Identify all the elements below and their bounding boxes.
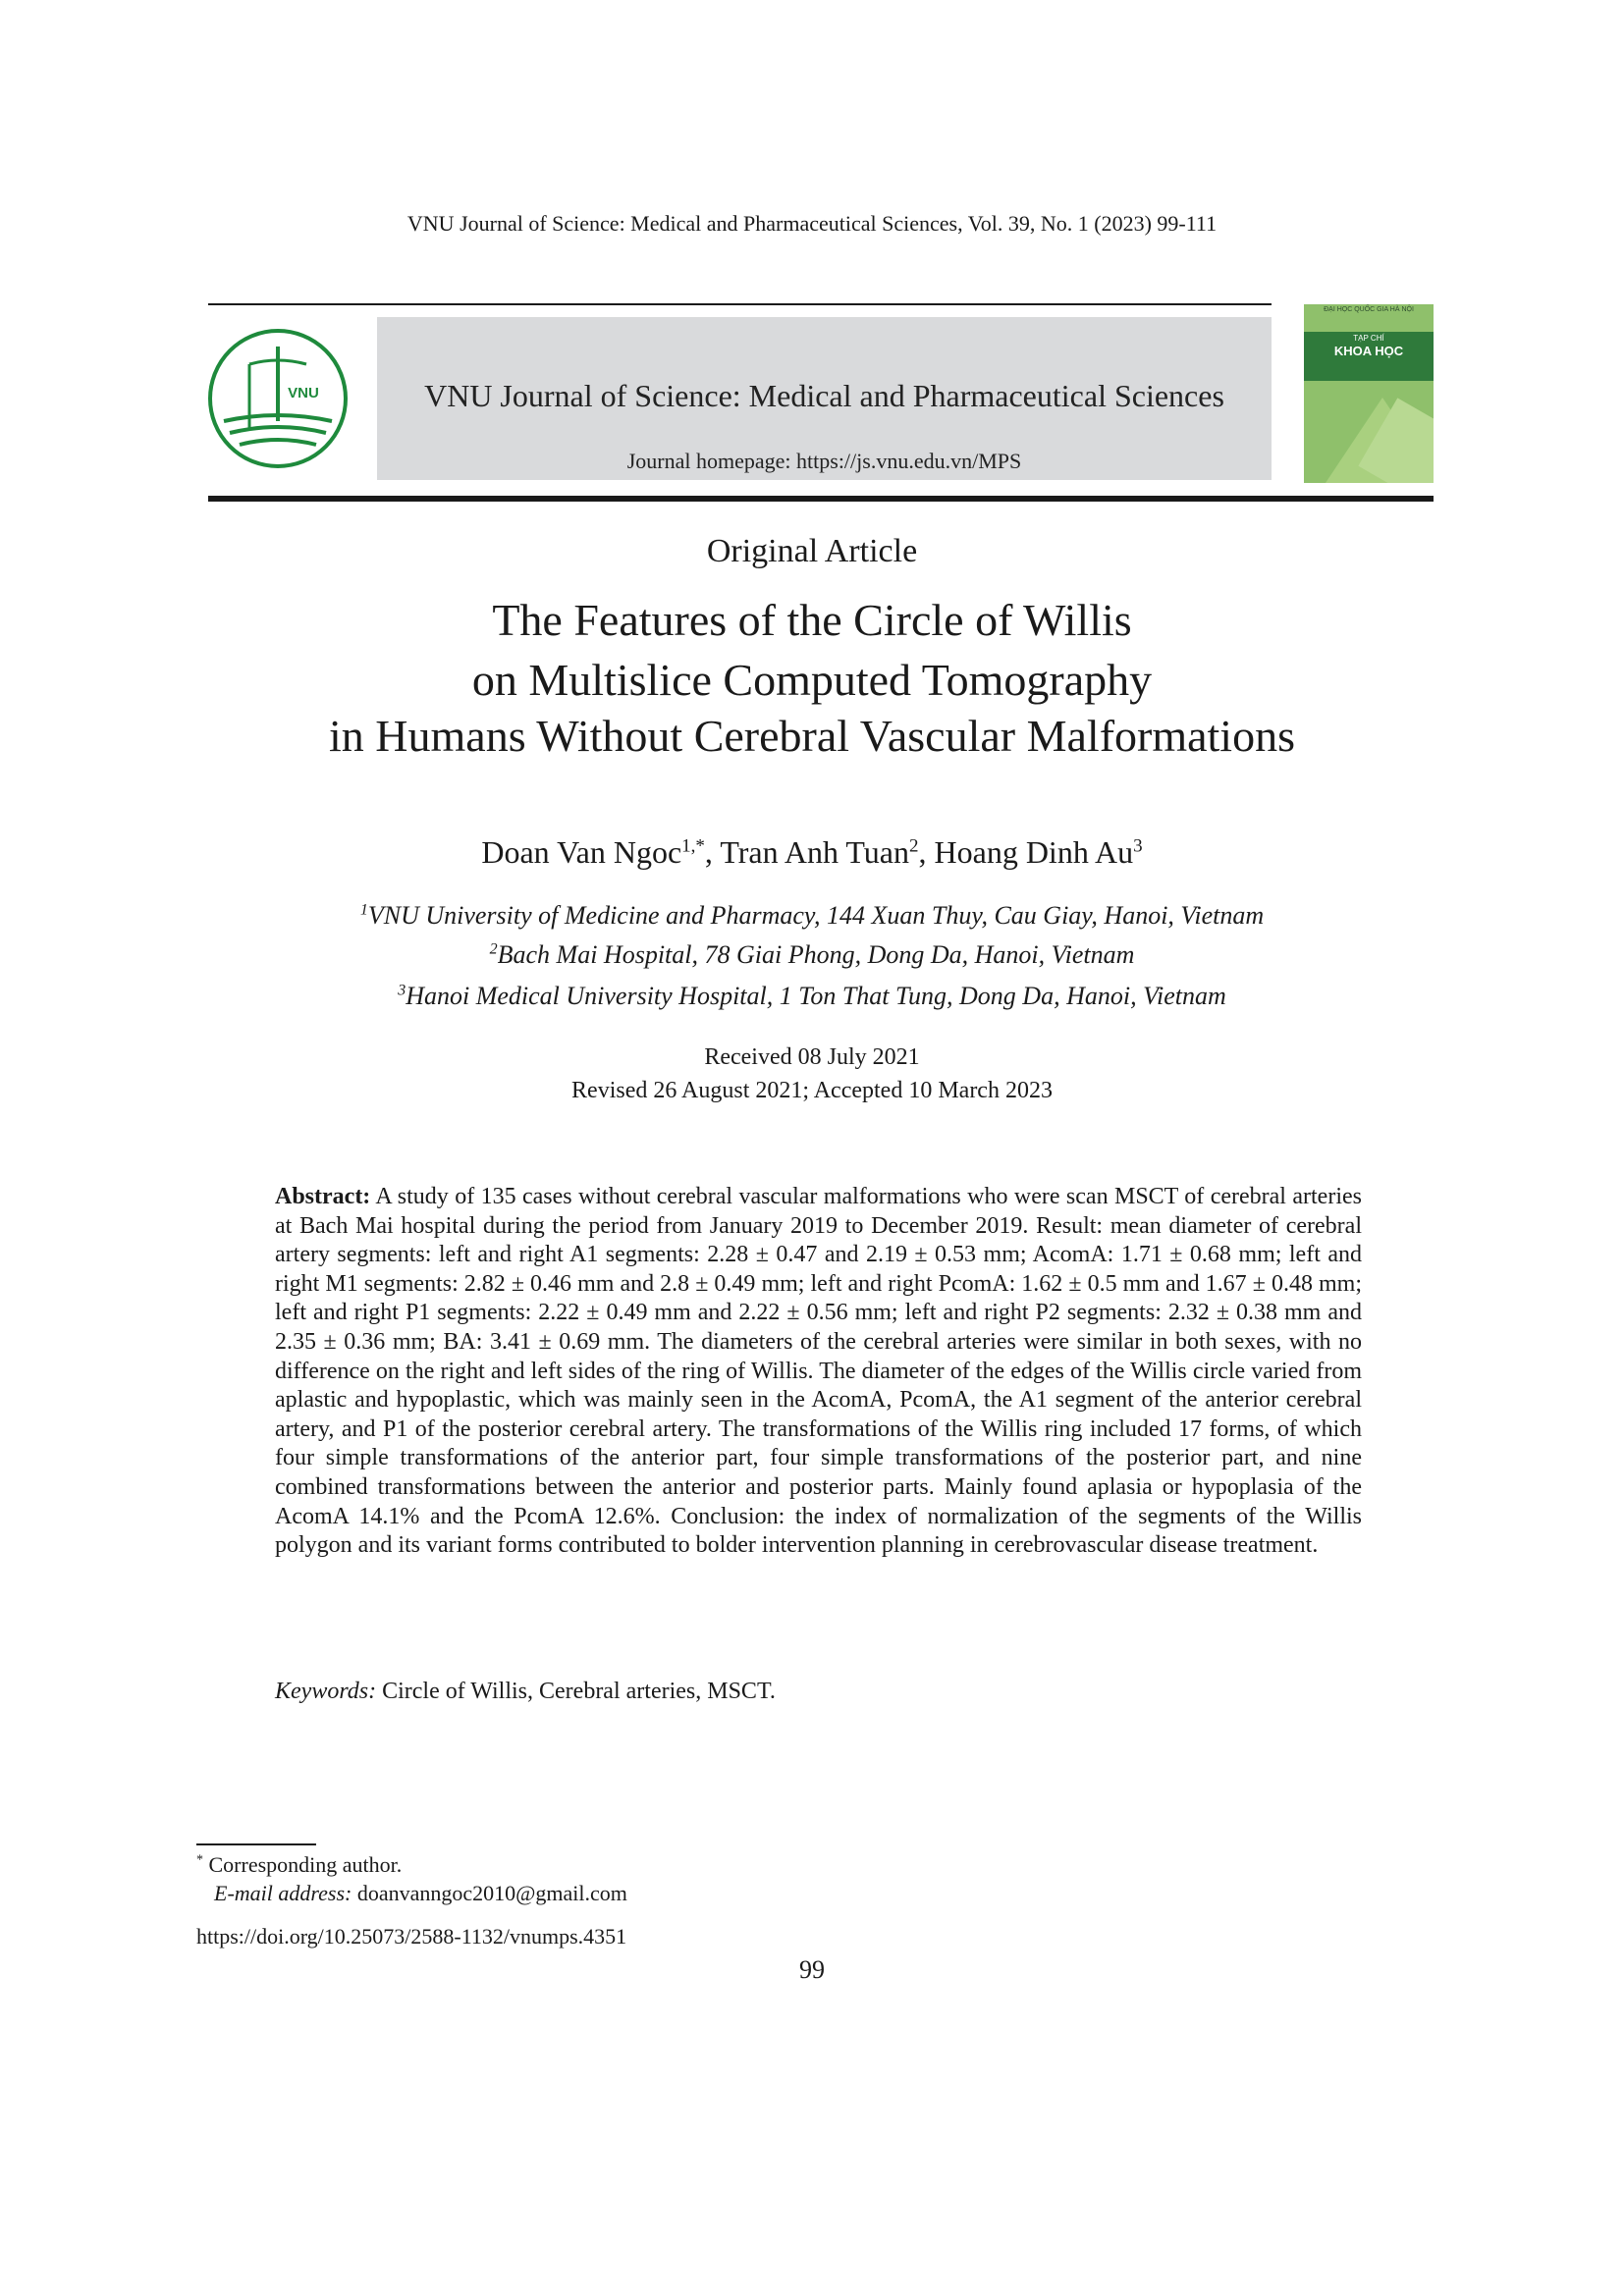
article-title-line-3: in Humans Without Cerebral Vascular Malformations — [329, 711, 1295, 761]
abstract-label: Abstract: — [275, 1184, 371, 1209]
journal-banner — [377, 317, 1272, 480]
author-list: Doan Van Ngoc$^{1,*}$, Tran Anh Tuan$^2$, Hoang Dinh Au$^3$ — [481, 834, 1143, 870]
abstract-text: A study of 135 cases without cerebral vascular malformations who were scan MSCT of cerebral arteries at Bach Mai hospital during the period from January 2019 to December 2019. Result: mean diameter of cerebral artery segments: left and right A1 segments: 2.28 ± 0.47 and 2.19 ± 0.53 mm; AcomA: 1.71 ± 0.68 mm; left and right M1 segments: 2.82 ± 0.46 mm and 2.8 ± 0.49 mm; left and right PcomA: 1.62 ± 0.5 mm and 1.67 ± 0.48 mm; left and right P1 segments: 2.22 ± 0.49 mm and 2.22 ± 0.56 mm; left and right P2 segments: 2.32 ± 0.38 mm and 2.35 ± 0.36 mm; BA: 3.41 ± 0.69 mm. The diameters of the cerebral arteries were similar in both sexes, with no difference on the right and left sides of the ring of Willis. The diameter of the edges of the Willis circle varied from aplastic and hypoplastic, which was mainly seen in the AcomA, PcomA, the A1 segment of the anterior cerebral artery, and P1 of the posterior cerebral artery. The transformations of the Willis ring included 17 forms, of which four simple transformations of the anterior part, four simple transformations of the posterior part, and nine combined transformations between the anterior and posterior parts. Mainly found aplasia or hypoplasia of the AcomA 14.1% and the PcomA 12.6%. Conclusion: the index of normalization of the segments of the Willis polygon and its variant forms contributed to bolder intervention planning in cerebrovascular disease treatment. — [275, 1184, 1362, 1559]
cover-label: KHOA HỌC — [1333, 344, 1404, 358]
email-label: E-mail address: — [214, 1881, 352, 1905]
article-type: Original Article — [706, 533, 918, 569]
revised-accepted-dates: Revised 26 August 2021; Accepted 10 March 2023 — [571, 1078, 1053, 1103]
cover-label-top: TẠP CHÍ — [1353, 334, 1384, 343]
vnu-logo-text: VNU — [288, 385, 319, 401]
footnote-rule — [196, 1843, 316, 1845]
article-title-line-2: on Multislice Computed Tomography — [471, 655, 1153, 705]
abstract — [275, 1183, 1362, 1561]
author-sup: 1,* — [681, 835, 705, 857]
keywords-text: Circle of Willis, Cerebral arteries, MSCT. — [382, 1679, 776, 1704]
received-date: Received 08 July 2021 — [704, 1044, 920, 1070]
corresponding-author-note: * Corresponding author. — [196, 1852, 403, 1877]
email-note — [214, 1881, 627, 1906]
running-head: VNU Journal of Science: Medical and Pharmaceutical Sciences, Vol. 39, No. 1 (2023) 99-111 — [406, 211, 1218, 236]
affiliation-1: $^1$VNU University of Medicine and Pharmacy, 144 Xuan Thuy, Cau Giay, Hanoi, Vietnam — [359, 901, 1265, 930]
cover-small-text: ĐẠI HỌC QUỐC GIA HÀ NỘI — [1324, 306, 1414, 313]
keywords — [275, 1679, 1362, 1705]
banner-homepage: Journal homepage: https://js.vnu.edu.vn/MPS — [626, 449, 1022, 473]
affiliation-3: $^3$Hanoi Medical University Hospital, 1 Ton That Tung, Dong Da, Hanoi, Vietnam — [398, 982, 1226, 1010]
vnu-logo — [206, 327, 350, 470]
email-address[interactable]: doanvanngoc2010@gmail.com — [356, 1881, 627, 1905]
affiliation-2: $^2$Bach Mai Hospital, 78 Giai Phong, Dong Da, Hanoi, Vietnam — [489, 940, 1135, 969]
journal-cover-thumbnail — [1304, 304, 1434, 483]
author-name: Tran Anh Tuan — [720, 834, 909, 870]
doi-link[interactable]: https://doi.org/10.25073/2588-1132/vnumps.4351 — [196, 1924, 627, 1949]
header-rule — [208, 303, 1272, 305]
banner-journal-title: VNU Journal of Science: Medical and Pharmaceutical Sciences — [424, 378, 1224, 413]
banner-rule — [208, 496, 1434, 502]
author-sup: 3 — [1133, 835, 1143, 857]
article-title-line-1: The Features of the Circle of Willis — [492, 595, 1132, 645]
author-sup: 2 — [909, 835, 919, 857]
author-name: Hoang Dinh Au — [934, 834, 1134, 870]
page-number: 99 — [799, 1955, 825, 1984]
author-name: Doan Van Ngoc — [481, 834, 682, 870]
keywords-label: Keywords: — [275, 1679, 377, 1704]
